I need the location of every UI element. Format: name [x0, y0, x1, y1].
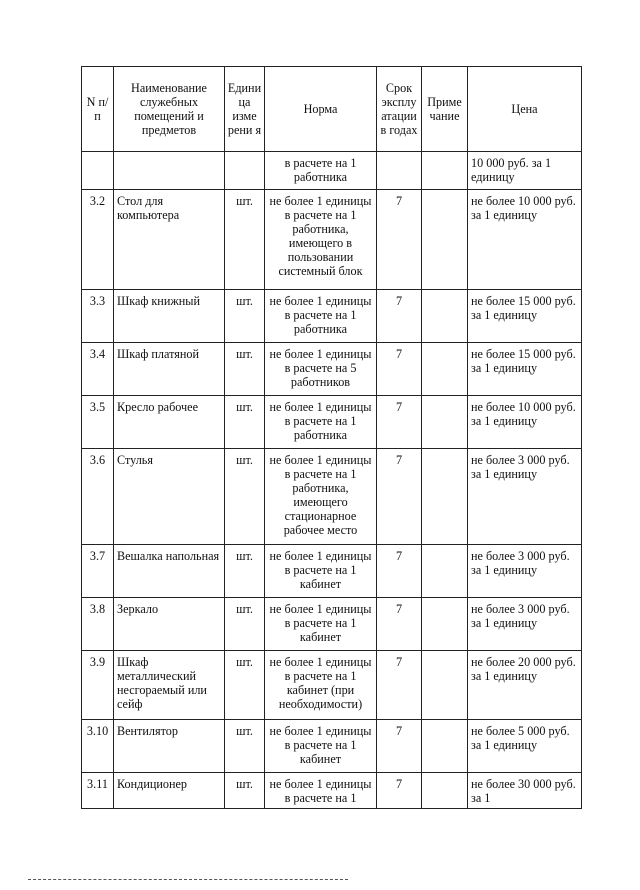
cell-norm: не более 1 единицы в расчете на 1 работника, имеющего в пользовании системный блок — [265, 190, 377, 290]
cell-price: не более 10 000 руб. за 1 единицу — [468, 190, 582, 290]
table-row — [82, 598, 582, 651]
scan-edge-divider — [28, 879, 348, 880]
cell-price: 10 000 руб. за 1 единицу — [468, 152, 582, 190]
cell-num: 3.4 — [82, 343, 114, 396]
cell-norm: в расчете на 1 работника — [265, 152, 377, 190]
cell-term: 7 — [377, 545, 422, 598]
cell-name: Кондиционер — [114, 773, 225, 809]
cell-unit: шт. — [225, 343, 265, 396]
cell-num — [82, 152, 114, 190]
header-unit: Едини ца изме рени я — [225, 67, 265, 152]
cell-unit: шт. — [225, 449, 265, 545]
cell-price: не более 3 000 руб. за 1 единицу — [468, 449, 582, 545]
cell-norm: не более 1 единицы в расчете на 1 работника — [265, 290, 377, 343]
cell-unit: шт. — [225, 545, 265, 598]
table-row — [82, 343, 582, 396]
cell-unit — [225, 152, 265, 190]
cell-name: Шкаф книжный — [114, 290, 225, 343]
cell-name — [114, 152, 225, 190]
cell-norm: не более 1 единицы в расчете на 1 кабинет — [265, 598, 377, 651]
cell-unit: шт. — [225, 598, 265, 651]
cell-name: Стол для компьютера — [114, 190, 225, 290]
cell-num: 3.2 — [82, 190, 114, 290]
cell-num: 3.3 — [82, 290, 114, 343]
cell-price: не более 3 000 руб. за 1 единицу — [468, 545, 582, 598]
table-row — [82, 545, 582, 598]
cell-norm: не более 1 единицы в расчете на 1 — [265, 773, 377, 809]
cell-term: 7 — [377, 720, 422, 773]
cell-name: Вешалка напольная — [114, 545, 225, 598]
cell-norm: не более 1 единицы в расчете на 1 работника, имеющего стационарное рабочее место — [265, 449, 377, 545]
cell-unit: шт. — [225, 651, 265, 720]
table-row — [82, 290, 582, 343]
header-num: N п/п — [82, 67, 114, 152]
cell-name: Шкаф металлический несгораемый или сейф — [114, 651, 225, 720]
cell-note — [422, 396, 468, 449]
table-row — [82, 152, 582, 190]
table-header-row — [82, 67, 582, 152]
cell-unit: шт. — [225, 773, 265, 809]
cell-note — [422, 773, 468, 809]
cell-num: 3.10 — [82, 720, 114, 773]
cell-num: 3.9 — [82, 651, 114, 720]
cell-term: 7 — [377, 190, 422, 290]
cell-norm: не более 1 единицы в расчете на 5 работников — [265, 343, 377, 396]
table-row — [82, 651, 582, 720]
norms-table — [81, 66, 582, 809]
cell-num: 3.5 — [82, 396, 114, 449]
cell-note — [422, 343, 468, 396]
table-row — [82, 449, 582, 545]
cell-price: не более 15 000 руб. за 1 единицу — [468, 290, 582, 343]
cell-term: 7 — [377, 598, 422, 651]
cell-unit: шт. — [225, 290, 265, 343]
cell-name: Шкаф платяной — [114, 343, 225, 396]
header-norm: Норма — [265, 67, 377, 152]
cell-note — [422, 190, 468, 290]
header-note: Приме чание — [422, 67, 468, 152]
header-price: Цена — [468, 67, 582, 152]
table-row — [82, 190, 582, 290]
cell-note — [422, 651, 468, 720]
cell-note — [422, 598, 468, 651]
cell-name: Вентилятор — [114, 720, 225, 773]
cell-note — [422, 545, 468, 598]
cell-term: 7 — [377, 651, 422, 720]
cell-term: 7 — [377, 449, 422, 545]
cell-name: Стулья — [114, 449, 225, 545]
cell-price: не более 5 000 руб. за 1 единицу — [468, 720, 582, 773]
cell-price: не более 15 000 руб. за 1 единицу — [468, 343, 582, 396]
cell-note — [422, 449, 468, 545]
cell-norm: не более 1 единицы в расчете на 1 кабинет — [265, 720, 377, 773]
cell-price: не более 30 000 руб. за 1 — [468, 773, 582, 809]
cell-term: 7 — [377, 773, 422, 809]
cell-price: не более 20 000 руб. за 1 единицу — [468, 651, 582, 720]
cell-term — [377, 152, 422, 190]
cell-note — [422, 290, 468, 343]
cell-num: 3.7 — [82, 545, 114, 598]
header-term: Срок эксплу атации в годах — [377, 67, 422, 152]
table-row — [82, 396, 582, 449]
cell-unit: шт. — [225, 190, 265, 290]
cell-num: 3.8 — [82, 598, 114, 651]
cell-name: Кресло рабочее — [114, 396, 225, 449]
table-row — [82, 773, 582, 809]
cell-unit: шт. — [225, 396, 265, 449]
cell-term: 7 — [377, 396, 422, 449]
cell-unit: шт. — [225, 720, 265, 773]
table-row — [82, 720, 582, 773]
cell-term: 7 — [377, 290, 422, 343]
cell-price: не более 3 000 руб. за 1 единицу — [468, 598, 582, 651]
header-name: Наименование служебных помещений и предметов — [114, 67, 225, 152]
cell-term: 7 — [377, 343, 422, 396]
cell-norm: не более 1 единицы в расчете на 1 кабинет (при необходимости) — [265, 651, 377, 720]
cell-name: Зеркало — [114, 598, 225, 651]
cell-num: 3.11 — [82, 773, 114, 809]
cell-norm: не более 1 единицы в расчете на 1 кабинет — [265, 545, 377, 598]
cell-note — [422, 152, 468, 190]
cell-note — [422, 720, 468, 773]
cell-price: не более 10 000 руб. за 1 единицу — [468, 396, 582, 449]
cell-norm: не более 1 единицы в расчете на 1 работника — [265, 396, 377, 449]
cell-num: 3.6 — [82, 449, 114, 545]
